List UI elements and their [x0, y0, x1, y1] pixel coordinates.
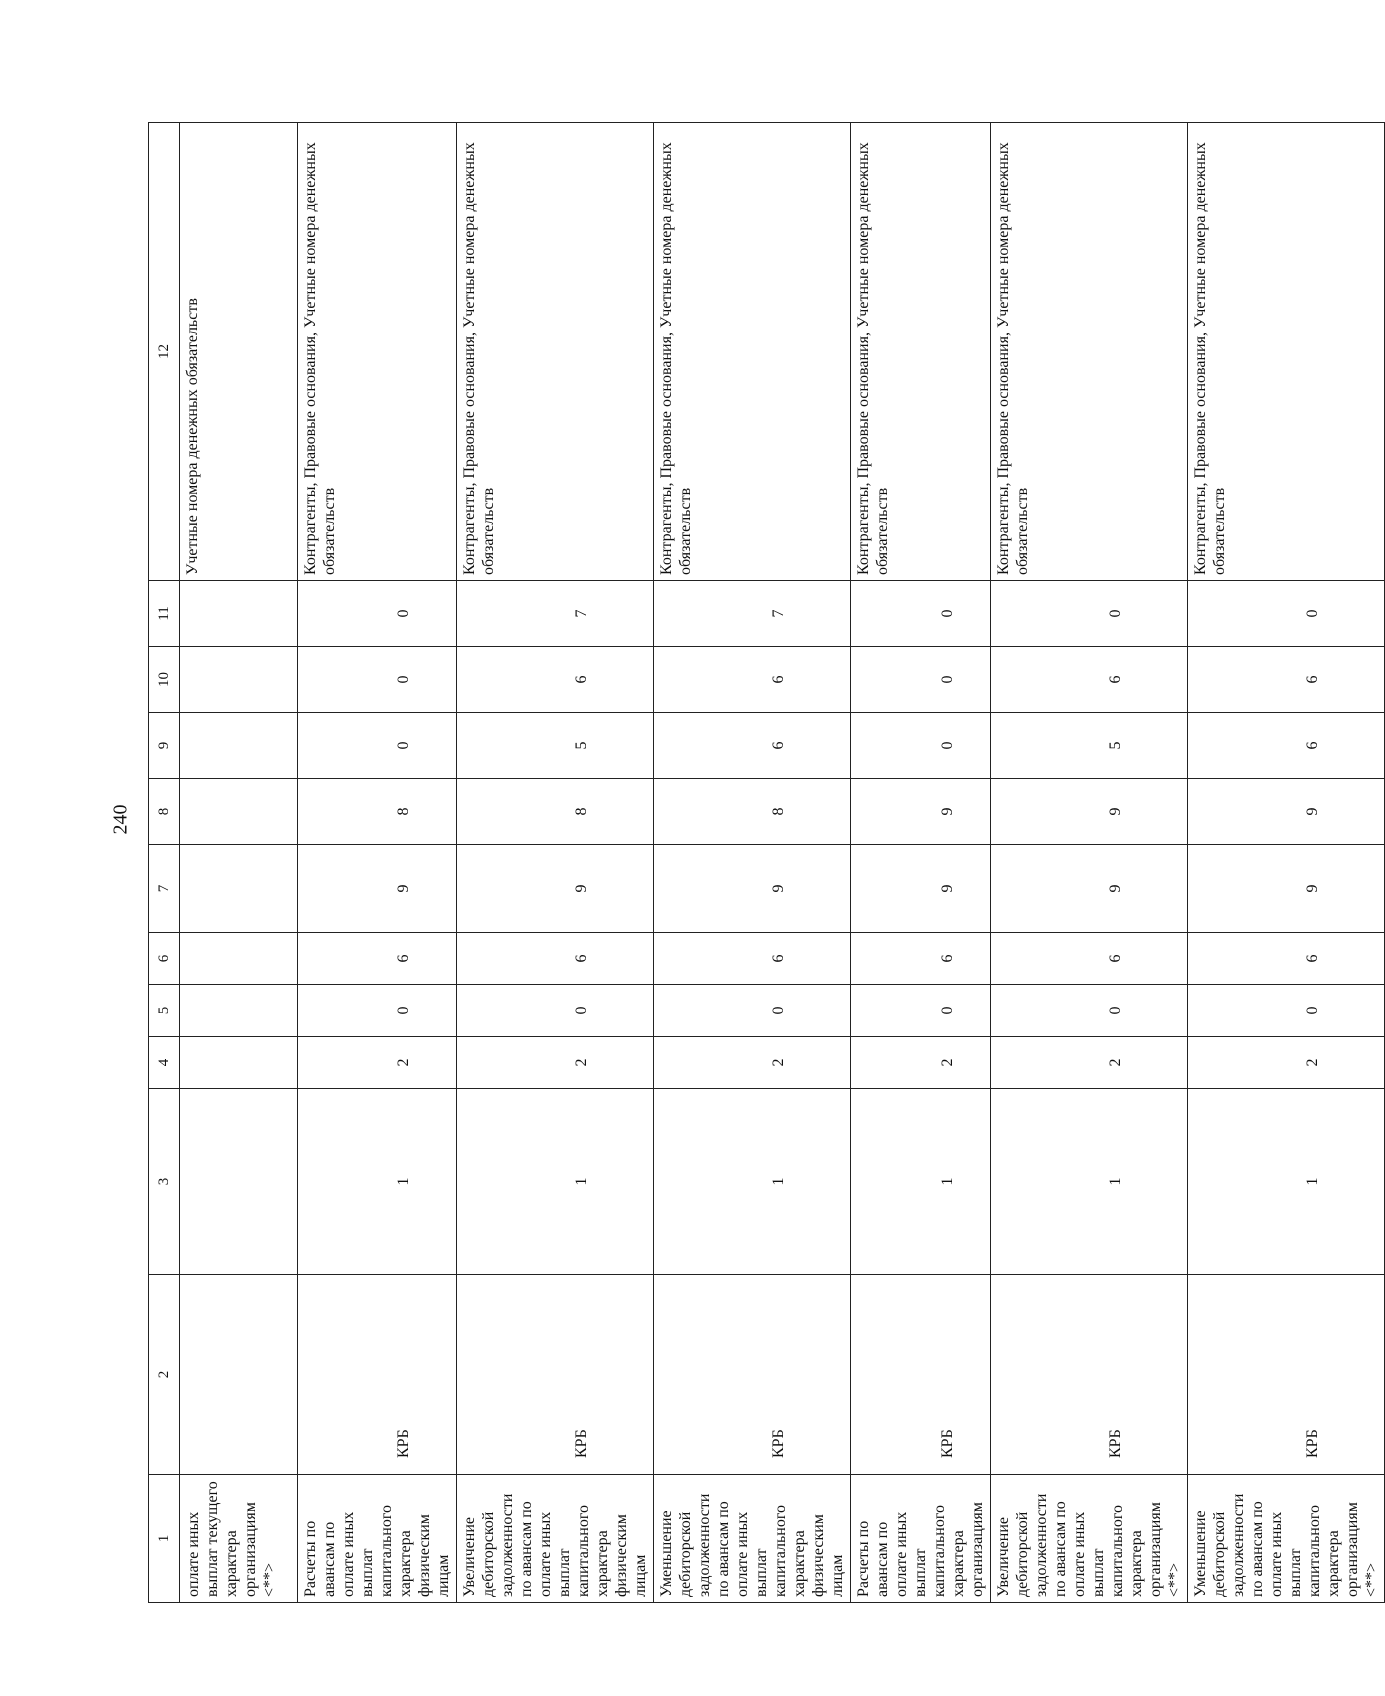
- digit-cell-9: 5: [991, 713, 1188, 779]
- column-header-5: 5: [149, 985, 180, 1037]
- code-cell: КРБ: [991, 1275, 1188, 1475]
- digit-cell-10: 6: [1188, 647, 1385, 713]
- digit-cell-4: [180, 1037, 298, 1089]
- digit-cell-4: 2: [654, 1037, 851, 1089]
- digit-cell-3: [180, 1089, 298, 1275]
- analytics-cell: Контрагенты, Правовые основания, Учетные номера денежных обязательств: [654, 123, 851, 581]
- account-name-cell: Увеличение дебиторской задолженности по авансам по оплате иных выплат капитального характера физическим лицам: [457, 1475, 654, 1603]
- digit-cell-7: [180, 845, 298, 933]
- digit-cell-3: 1: [991, 1089, 1188, 1275]
- accounts-table: [148, 122, 1385, 1603]
- digit-cell-8: 8: [298, 779, 457, 845]
- table-row: [654, 123, 851, 1603]
- column-header-8: 8: [149, 779, 180, 845]
- digit-cell-7: 9: [457, 845, 654, 933]
- code-cell: КРБ: [298, 1275, 457, 1475]
- table-row: [180, 123, 298, 1603]
- rotated-table-container: [148, 123, 1380, 1603]
- digit-cell-4: 2: [991, 1037, 1188, 1089]
- table-row: [1188, 123, 1385, 1603]
- digit-cell-5: 0: [298, 985, 457, 1037]
- digit-cell-6: 6: [851, 933, 991, 985]
- digit-cell-9: 6: [654, 713, 851, 779]
- analytics-cell: Контрагенты, Правовые основания, Учетные номера денежных обязательств: [1188, 123, 1385, 581]
- digit-cell-11: [180, 581, 298, 647]
- account-name-cell: оплате иных выплат текущего характера организациям <**>: [180, 1475, 298, 1603]
- digit-cell-10: 0: [298, 647, 457, 713]
- digit-cell-7: 9: [991, 845, 1188, 933]
- digit-cell-6: [180, 933, 298, 985]
- table-row: [298, 123, 457, 1603]
- account-name-cell: Расчеты по авансам по оплате иных выплат капитального характера физическим лицам: [298, 1475, 457, 1603]
- digit-cell-3: 1: [851, 1089, 991, 1275]
- table-body: [180, 123, 1385, 1603]
- table-row: [851, 123, 991, 1603]
- digit-cell-9: 0: [298, 713, 457, 779]
- digit-cell-8: 9: [851, 779, 991, 845]
- digit-cell-7: 9: [1188, 845, 1385, 933]
- digit-cell-6: 6: [991, 933, 1188, 985]
- digit-cell-10: 0: [851, 647, 991, 713]
- code-cell: КРБ: [851, 1275, 991, 1475]
- column-header-9: 9: [149, 713, 180, 779]
- code-cell: КРБ: [1188, 1275, 1385, 1475]
- digit-cell-4: 2: [298, 1037, 457, 1089]
- header-row: [149, 123, 180, 1603]
- digit-cell-10: 6: [654, 647, 851, 713]
- digit-cell-8: 8: [457, 779, 654, 845]
- digit-cell-9: [180, 713, 298, 779]
- code-cell: КРБ: [654, 1275, 851, 1475]
- digit-cell-8: 8: [654, 779, 851, 845]
- analytics-cell: Контрагенты, Правовые основания, Учетные номера денежных обязательств: [851, 123, 991, 581]
- digit-cell-4: 2: [1188, 1037, 1385, 1089]
- account-name-cell: Увеличение дебиторской задолженности по авансам по оплате иных выплат капитального характера организациям <**>: [991, 1475, 1188, 1603]
- digit-cell-8: 9: [1188, 779, 1385, 845]
- digit-cell-9: 0: [851, 713, 991, 779]
- column-header-6: 6: [149, 933, 180, 985]
- digit-cell-3: 1: [654, 1089, 851, 1275]
- analytics-cell: Контрагенты, Правовые основания, Учетные номера денежных обязательств: [298, 123, 457, 581]
- digit-cell-5: 0: [991, 985, 1188, 1037]
- digit-cell-10: 6: [457, 647, 654, 713]
- digit-cell-7: 9: [851, 845, 991, 933]
- digit-cell-5: 0: [851, 985, 991, 1037]
- analytics-cell: Контрагенты, Правовые основания, Учетные номера денежных обязательств: [457, 123, 654, 581]
- analytics-cell: Учетные номера денежных обязательств: [180, 123, 298, 581]
- column-header-7: 7: [149, 845, 180, 933]
- digit-cell-5: [180, 985, 298, 1037]
- digit-cell-4: 2: [851, 1037, 991, 1089]
- page-number: 240: [109, 804, 132, 835]
- digit-cell-9: 5: [457, 713, 654, 779]
- column-header-12: 12: [149, 123, 180, 581]
- digit-cell-9: 6: [1188, 713, 1385, 779]
- table-sheet: [148, 123, 1380, 1603]
- digit-cell-6: 6: [298, 933, 457, 985]
- digit-cell-11: 7: [457, 581, 654, 647]
- column-header-3: 3: [149, 1089, 180, 1275]
- digit-cell-6: 6: [1188, 933, 1385, 985]
- column-header-10: 10: [149, 647, 180, 713]
- account-name-cell: Расчеты по авансам по оплате иных выплат капитального характера организациям: [851, 1475, 991, 1603]
- digit-cell-7: 9: [298, 845, 457, 933]
- account-name-cell: Уменьшение дебиторской задолженности по авансам по оплате иных выплат капитального характера организациям <**>: [1188, 1475, 1385, 1603]
- digit-cell-6: 6: [654, 933, 851, 985]
- digit-cell-8: [180, 779, 298, 845]
- analytics-cell: Контрагенты, Правовые основания, Учетные номера денежных обязательств: [991, 123, 1188, 581]
- digit-cell-10: [180, 647, 298, 713]
- code-cell: КРБ: [457, 1275, 654, 1475]
- account-name-cell: Уменьшение дебиторской задолженности по авансам по оплате иных выплат капитального характера физическим лицам: [654, 1475, 851, 1603]
- column-header-4: 4: [149, 1037, 180, 1089]
- digit-cell-5: 0: [1188, 985, 1385, 1037]
- digit-cell-10: 6: [991, 647, 1188, 713]
- digit-cell-5: 0: [654, 985, 851, 1037]
- code-cell: [180, 1275, 298, 1475]
- digit-cell-3: 1: [298, 1089, 457, 1275]
- digit-cell-11: 0: [851, 581, 991, 647]
- digit-cell-7: 9: [654, 845, 851, 933]
- digit-cell-11: 0: [991, 581, 1188, 647]
- digit-cell-5: 0: [457, 985, 654, 1037]
- digit-cell-3: 1: [457, 1089, 654, 1275]
- column-header-1: 1: [149, 1475, 180, 1603]
- digit-cell-11: 7: [654, 581, 851, 647]
- digit-cell-6: 6: [457, 933, 654, 985]
- digit-cell-8: 9: [991, 779, 1188, 845]
- digit-cell-11: 0: [1188, 581, 1385, 647]
- digit-cell-4: 2: [457, 1037, 654, 1089]
- column-header-11: 11: [149, 581, 180, 647]
- table-row: [991, 123, 1188, 1603]
- digit-cell-11: 0: [298, 581, 457, 647]
- table-row: [457, 123, 654, 1603]
- column-header-2: 2: [149, 1275, 180, 1475]
- digit-cell-3: 1: [1188, 1089, 1385, 1275]
